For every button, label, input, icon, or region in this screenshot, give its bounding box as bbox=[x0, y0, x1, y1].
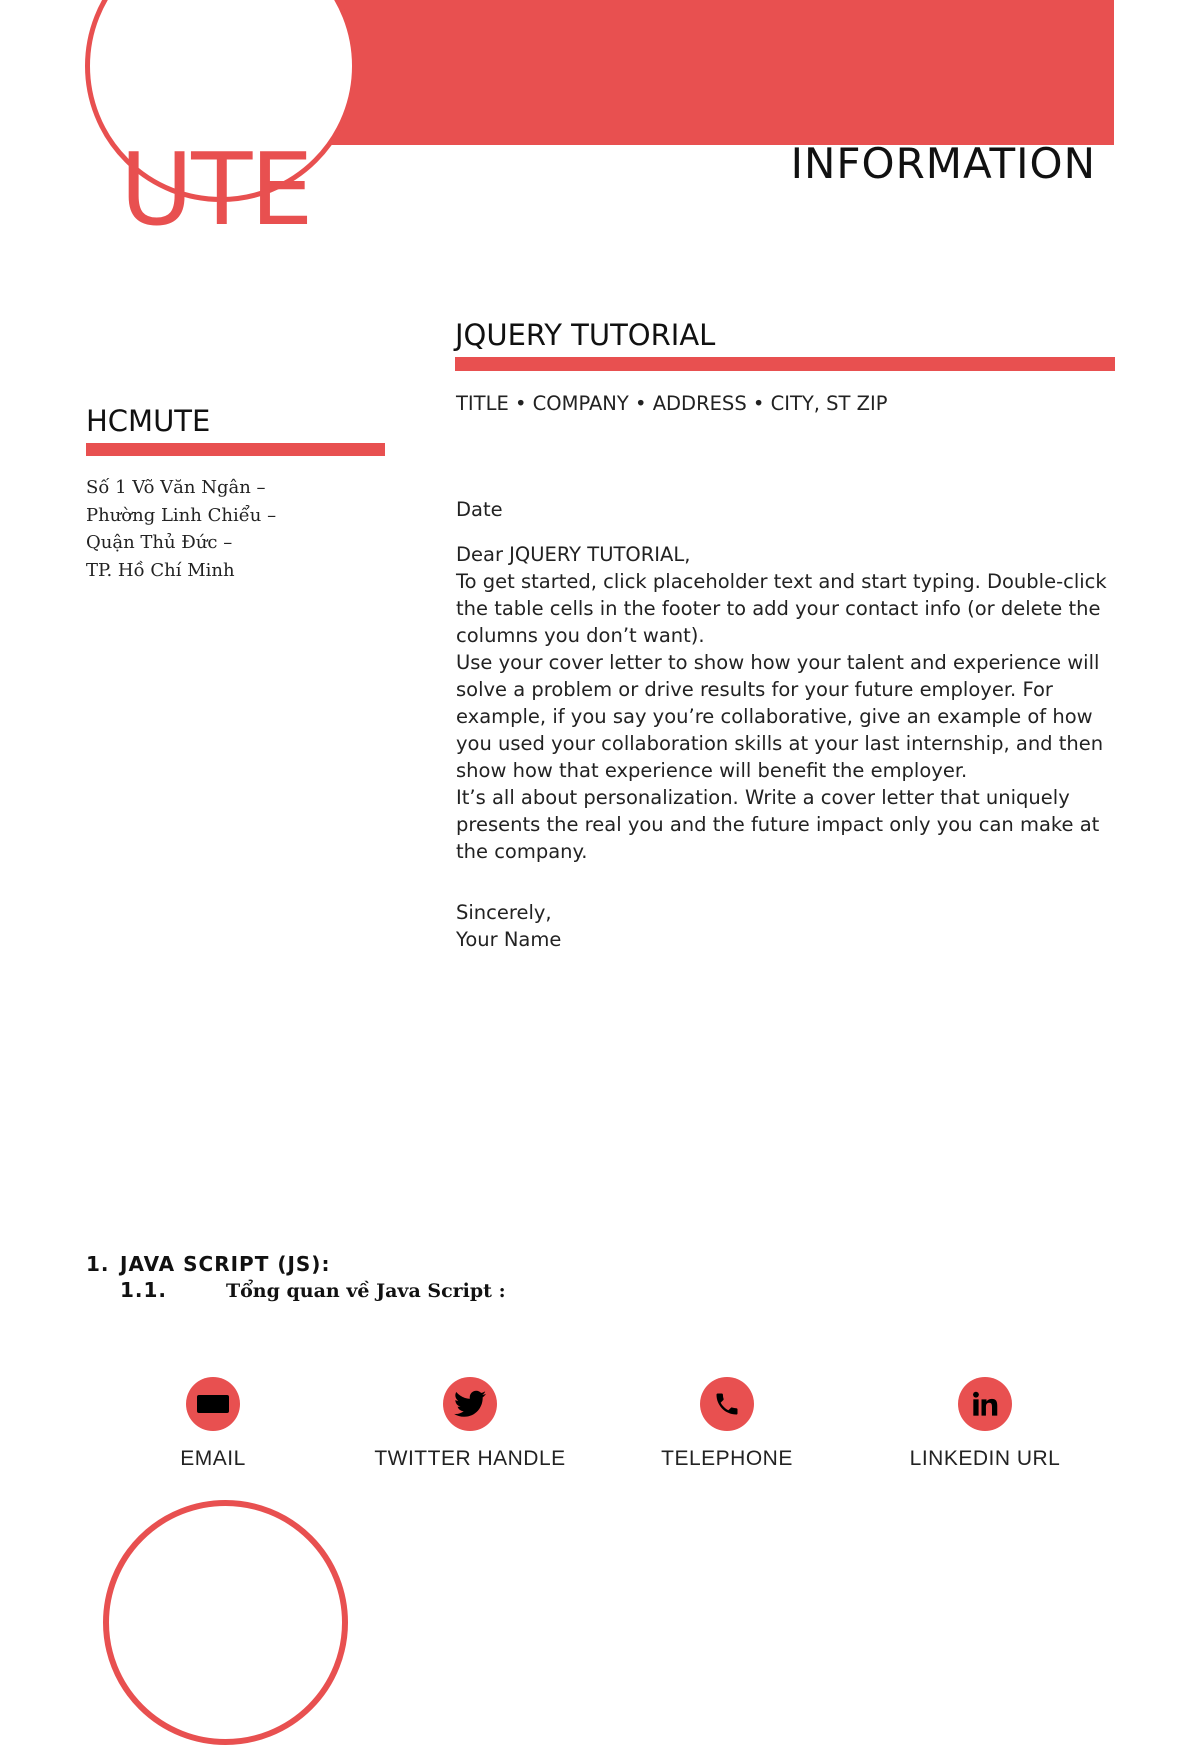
outline-heading-1 bbox=[86, 1252, 506, 1276]
outline-number: 1.1. bbox=[120, 1278, 168, 1302]
letter-paragraph: Use your cover letter to show how your talent and experience will solve a problem or drive results for your future employer. For example, if you say you’re collaborative, give an example of how you used your collaboration skills at your last internship, and then show how that experience will benefit the employer. bbox=[456, 651, 1104, 782]
sender-name[interactable]: HCMUTE bbox=[86, 404, 211, 438]
contact-label: LINKEDIN URL bbox=[909, 1447, 1061, 1470]
letter-paragraph: To get started, click placeholder text and start typing. Double-click the table cells in the footer to add your contact info (or delete the columns you don’t want). bbox=[456, 570, 1107, 647]
letter-signature: Your Name bbox=[456, 928, 562, 951]
phone-icon bbox=[700, 1377, 754, 1431]
contact-email[interactable] bbox=[98, 1377, 328, 1471]
information-heading: INFORMATION bbox=[790, 140, 1096, 180]
contact-linkedin[interactable] bbox=[870, 1377, 1100, 1471]
twitter-icon bbox=[443, 1377, 497, 1431]
linkedin-icon bbox=[958, 1377, 1012, 1431]
contact-label: TWITTER HANDLE bbox=[374, 1447, 566, 1470]
letter-date: Date bbox=[456, 498, 503, 521]
outline-number: 1. bbox=[86, 1252, 110, 1276]
letter-closing: Sincerely, bbox=[456, 901, 552, 924]
recipient-details[interactable]: TITLE • COMPANY • ADDRESS • CITY, ST ZIP bbox=[456, 392, 888, 415]
sender-divider bbox=[86, 443, 385, 456]
contact-twitter[interactable] bbox=[355, 1377, 585, 1471]
address-line: Quận Thủ Đức – bbox=[86, 532, 233, 553]
logo-text: UTE bbox=[120, 140, 312, 238]
recipient-name[interactable]: JQUERY TUTORIAL bbox=[455, 318, 716, 352]
outline-heading-2 bbox=[86, 1278, 506, 1302]
contact-telephone[interactable] bbox=[612, 1377, 842, 1471]
decorative-circle bbox=[103, 1500, 348, 1745]
address-line: TP. Hồ Chí Minh bbox=[86, 559, 235, 581]
sender-address[interactable] bbox=[86, 474, 276, 584]
outline-text: JAVA SCRIPT (JS): bbox=[120, 1252, 331, 1276]
email-icon bbox=[186, 1377, 240, 1431]
address-line: Phường Linh Chiểu – bbox=[86, 504, 277, 526]
header-accent-bar bbox=[318, 0, 1114, 145]
outline-text: Tổng quan về Java Script : bbox=[226, 1280, 506, 1302]
letter-paragraph: It’s all about personalization. Write a cover letter that uniquely presents the real you and the future impact only you can make at the company. bbox=[456, 786, 1100, 863]
outline-section[interactable] bbox=[86, 1252, 506, 1302]
letter-salutation: Dear JQUERY TUTORIAL, bbox=[456, 543, 691, 566]
recipient-divider bbox=[455, 357, 1115, 371]
contact-label: TELEPHONE bbox=[661, 1447, 793, 1470]
address-line: Số 1 Võ Văn Ngân – bbox=[86, 477, 266, 498]
letter-body[interactable] bbox=[456, 496, 1116, 953]
contact-label: EMAIL bbox=[180, 1447, 246, 1470]
